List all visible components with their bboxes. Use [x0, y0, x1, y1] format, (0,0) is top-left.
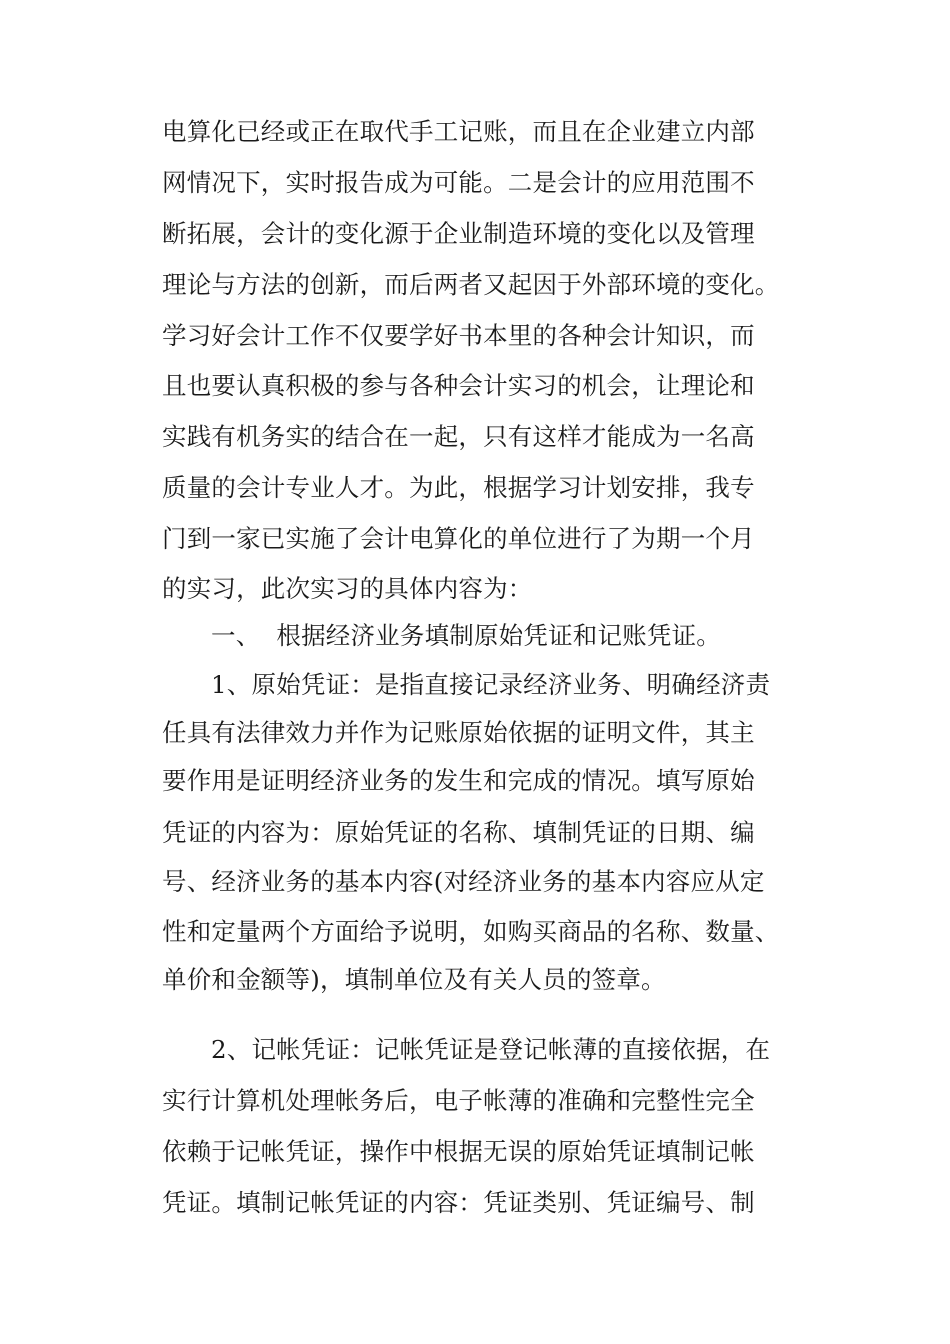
text-line: 实践有机务实的结合在一起，只有这样才能成为一名高	[162, 422, 755, 451]
text-line: 号、经济业务的基本内容(对经济业务的基本内容应从定	[162, 867, 765, 896]
text-line: 要作用是证明经济业务的发生和完成的情况。填写原始	[162, 766, 755, 795]
text-line: 电算化已经或正在取代手工记账，而且在企业建立内部	[162, 117, 755, 146]
text-line: 实行计算机处理帐务后，电子帐薄的准确和完整性完全	[162, 1086, 755, 1115]
text-line: 且也要认真积极的参与各种会计实习的机会，让理论和	[162, 371, 755, 400]
text-line: 单价和金额等)，填制单位及有关人员的签章。	[162, 965, 666, 994]
section-heading: 一、 根据经济业务填制原始凭证和记账凭证。	[211, 621, 721, 650]
text-line: 的实习，此次实习的具体内容为：	[162, 574, 533, 603]
text-line: 网情况下，实时报告成为可能。二是会计的应用范围不	[162, 168, 755, 197]
text-line: 依赖于记帐凭证，操作中根据无误的原始凭证填制记帐	[162, 1137, 755, 1166]
text-line: 任具有法律效力并作为记账原始依据的证明文件，其主	[162, 718, 755, 747]
text-line: 性和定量两个方面给予说明，如购买商品的名称、数量、	[162, 917, 780, 946]
paragraph-first-line: 2、记帐凭证：记帐凭证是登记帐薄的直接依据，在	[211, 1035, 771, 1064]
text-line: 断拓展，会计的变化源于企业制造环境的变化以及管理	[162, 219, 755, 248]
paragraph-first-line: 1、原始凭证：是指直接记录经济业务、明确经济责	[211, 670, 771, 699]
text-line: 质量的会计专业人才。为此，根据学习计划安排，我专	[162, 473, 755, 502]
text-line: 学习好会计工作不仅要学好书本里的各种会计知识，而	[162, 321, 755, 350]
text-line: 门到一家已实施了会计电算化的单位进行了为期一个月	[162, 524, 755, 553]
text-line: 凭证。填制记帐凭证的内容：凭证类别、凭证编号、制	[162, 1188, 755, 1217]
text-line: 理论与方法的创新，而后两者又起因于外部环境的变化。	[162, 270, 780, 299]
text-line: 凭证的内容为：原始凭证的名称、填制凭证的日期、编	[162, 818, 755, 847]
